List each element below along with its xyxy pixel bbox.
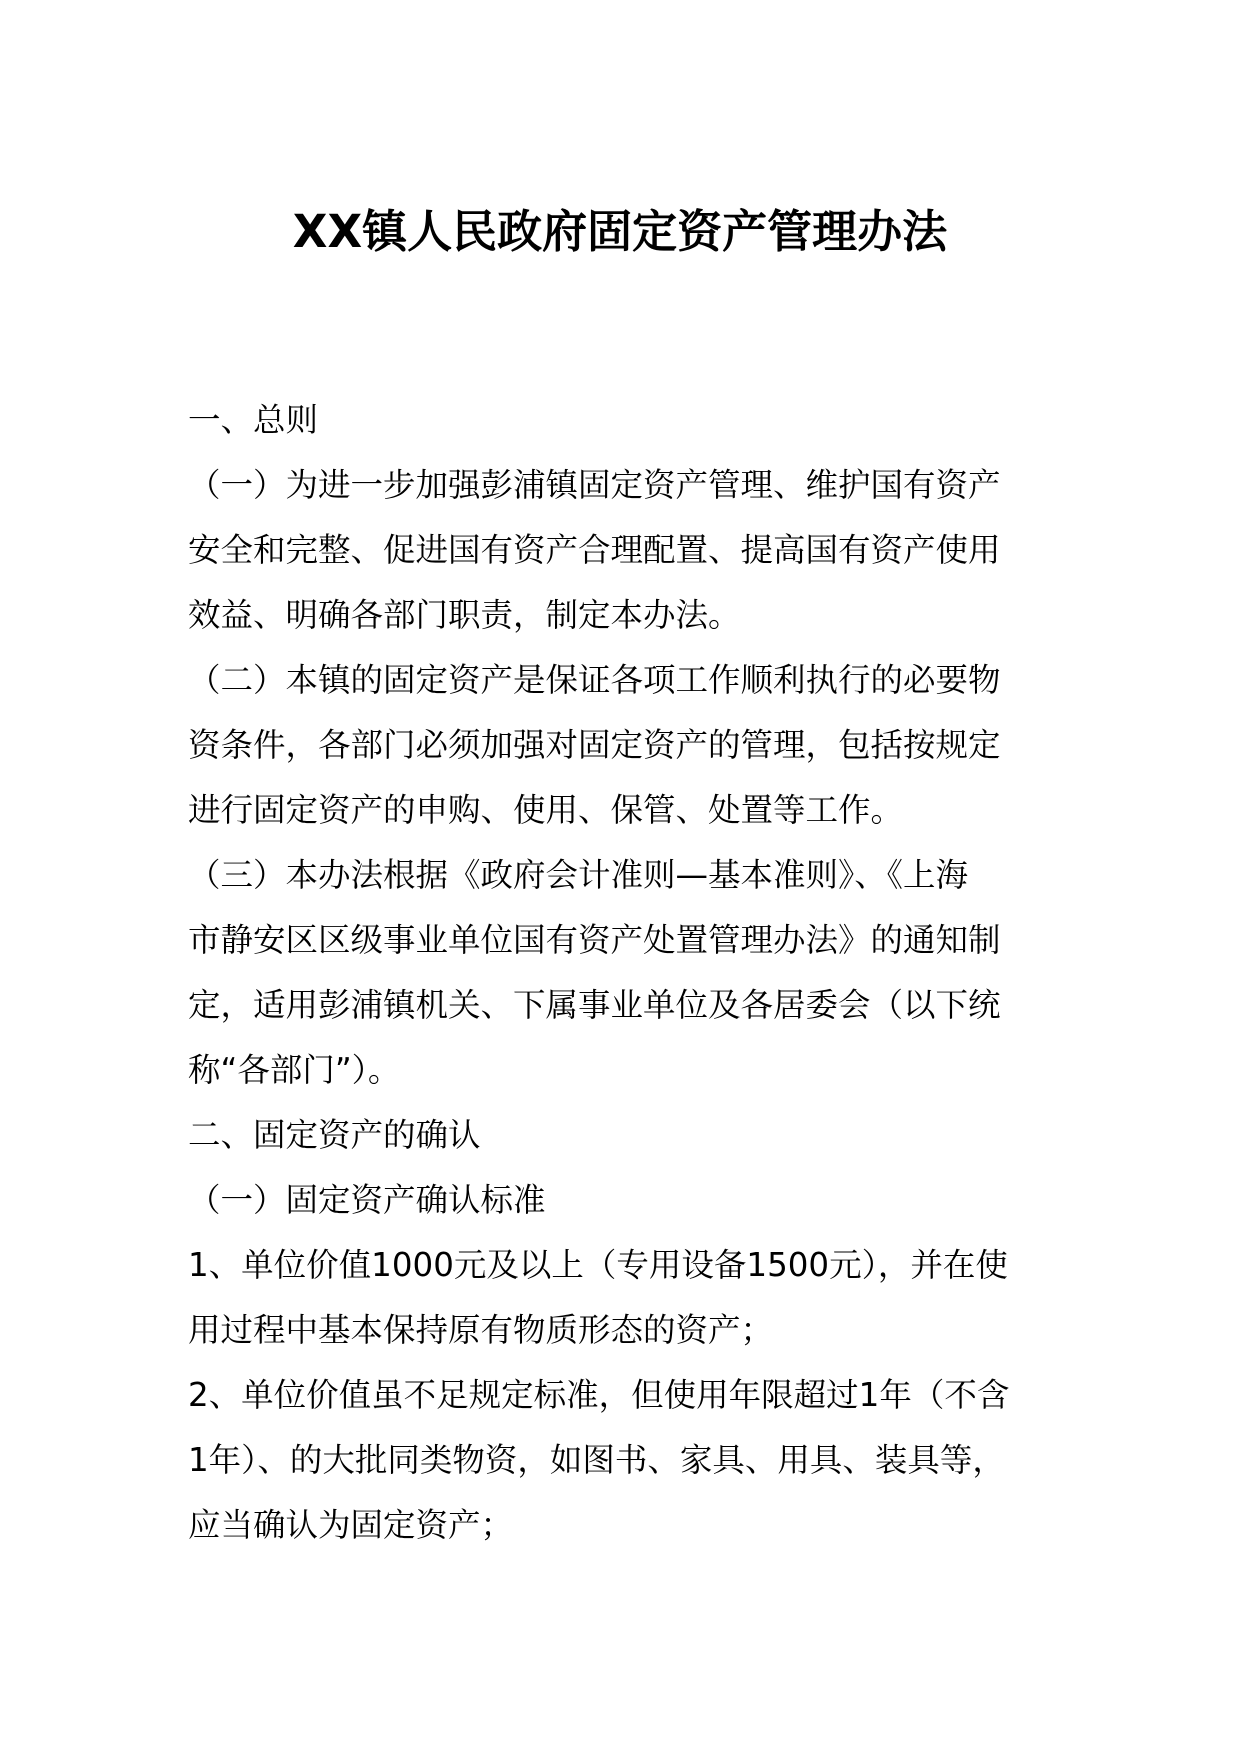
section-heading-confirmation: 二、固定资产的确认 — [188, 1116, 481, 1154]
paragraph-line: 效益、明确各部门职责，制定本办法。 — [188, 596, 741, 634]
paragraph-line: 资条件，各部门必须加强对固定资产的管理，包括按规定 — [188, 726, 1001, 764]
paragraph-line: 用过程中基本保持原有物质形态的资产； — [188, 1311, 774, 1349]
document-body — [188, 388, 1058, 1558]
paragraph-line: （三）本办法根据《政府会计准则—基本准则》、《上海 — [188, 856, 969, 894]
paragraph-line: 定，适用彭浦镇机关、下属事业单位及各居委会（以下统 — [188, 986, 1001, 1024]
paragraph-line: 1年）、的大批同类物资，如图书、家具、用具、装具等， — [188, 1441, 1005, 1479]
paragraph-line: （一）为进一步加强彭浦镇固定资产管理、维护国有资产 — [188, 466, 1001, 504]
paragraph-line: 应当确认为固定资产； — [188, 1506, 514, 1544]
subsection-heading: （一）固定资产确认标准 — [188, 1181, 546, 1219]
document-title: XX镇人民政府固定资产管理办法 — [292, 205, 948, 258]
paragraph-line: （二）本镇的固定资产是保证各项工作顺利执行的必要物 — [188, 661, 1001, 699]
paragraph-line: 2、单位价值虽不足规定标准，但使用年限超过1年（不含 — [188, 1376, 1010, 1414]
section-heading-general: 一、总则 — [188, 401, 319, 439]
paragraph-line: 安全和完整、促进国有资产合理配置、提高国有资产使用 — [188, 531, 1001, 569]
paragraph-line: 市静安区区级事业单位国有资产处置管理办法》的通知制 — [188, 921, 1001, 959]
paragraph-line: 1、单位价值1000元及以上（专用设备1500元），并在使 — [188, 1246, 1008, 1284]
paragraph-line: 称“各部门”）。 — [188, 1051, 401, 1089]
paragraph-line: 进行固定资产的申购、使用、保管、处置等工作。 — [188, 791, 904, 829]
